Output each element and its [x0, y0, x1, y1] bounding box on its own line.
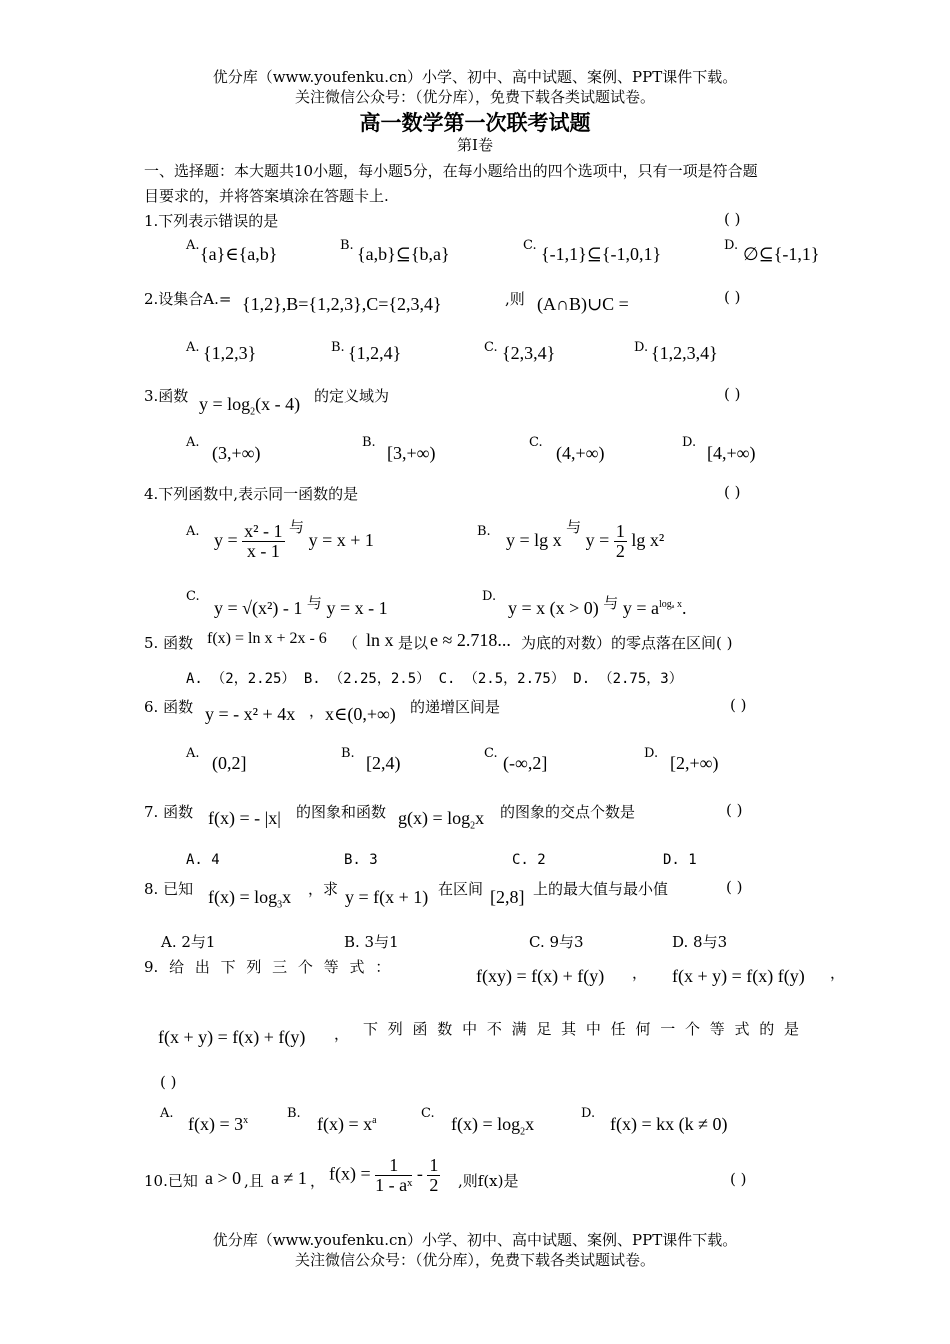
q9-comma-3: ， — [334, 1025, 350, 1043]
q6-option-b-expr: [2,4) — [366, 753, 401, 773]
q3-option-d-expr: [4,+∞) — [707, 443, 756, 463]
q5-stem: 5. 函数 — [144, 634, 194, 652]
q9-option-b-label: B. — [287, 1106, 301, 1121]
q9-comma-1: ， — [632, 964, 648, 982]
q7-expr-f: f(x) = - |x| — [208, 808, 281, 828]
q7-tail: 的图象的交点个数是 — [500, 803, 636, 821]
q8-answer-paren: ( ) — [726, 878, 743, 896]
q8-option-d: D. 8与3 — [672, 933, 728, 951]
q4-option-d-label: D. — [482, 589, 497, 604]
q6-comma: ， — [309, 702, 325, 720]
q4-option-c-expr: y = √(x²) - 1 $^与$ y = x - 1 — [214, 596, 388, 618]
q10-tail: ,则f(x)是 — [458, 1172, 519, 1190]
q5-options: A. （2，2.25） B. （2.25，2.5） C. （2.5，2.75） D. （2.75，3） — [186, 671, 683, 687]
q9-option-b-expr: $f(x) = x^a$ — [317, 1114, 377, 1134]
q8-mid: ，求 — [308, 880, 339, 898]
q3-option-c-expr: (4,+∞) — [556, 443, 605, 463]
footer-line-2: 关注微信公众号：（优分库），免费下载各类试题试卷。 — [294, 1251, 655, 1269]
q2-sets: {1,2},B={1,2,3},C={2,3,4} — [242, 294, 442, 314]
q3-stem: 3.函数 — [144, 387, 189, 405]
q2-expr: (A∩B)∪C = — [537, 294, 629, 314]
q6-answer-paren: ( ) — [730, 696, 747, 714]
q1-option-b-label: B. — [340, 238, 354, 253]
q5-expr-ln: ln x — [366, 630, 394, 650]
q8-option-b: B. 3与1 — [344, 933, 399, 951]
q8-option-c: C. 9与3 — [529, 933, 584, 951]
q8-option-a: A. 2与1 — [161, 933, 216, 951]
q2-answer-paren: ( ) — [724, 288, 741, 306]
q10-stem: 10.已知 — [144, 1172, 198, 1190]
q4-option-a-expr: y = $\frac{\text{x² - 1}}{x - 1}$ $^与$ y = x + 1 — [214, 520, 374, 562]
q6-tail: 的递增区间是 — [410, 698, 501, 716]
q5-expr-e: e ≈ 2.718... — [430, 630, 511, 650]
q2-then: ,则 — [505, 290, 525, 308]
q1-option-c-label: C. — [523, 238, 537, 253]
q7-mid: 的图象和函数 — [296, 803, 387, 821]
q5-paren-open: （ — [343, 634, 359, 652]
q4-option-a-label: A. — [186, 524, 200, 539]
q7-stem: 7. 函数 — [144, 803, 194, 821]
q1-option-a-label: A. — [186, 238, 200, 253]
q6-option-d-label: D. — [644, 746, 659, 761]
q1-option-d-label: D. — [724, 238, 739, 253]
q4-stem: 4.下列函数中,表示同一函数的是 — [144, 485, 359, 503]
q3-answer-paren: ( ) — [724, 385, 741, 403]
q9-equation-2: f(x + y) = f(x) f(y) — [672, 966, 805, 986]
q7-answer-paren: ( ) — [726, 801, 743, 819]
q2-option-a-label: A. — [186, 340, 200, 355]
q10-mid: ,且 — [244, 1172, 264, 1190]
q1-option-a-expr: {a}∈{a,b} — [200, 244, 278, 264]
q7-option-d: D. 1 — [663, 852, 697, 868]
q5-expr: f(x) = ln x + 2x - 6 — [207, 630, 327, 647]
q6-option-d-expr: [2,+∞) — [670, 753, 719, 773]
q1-option-d-expr: ∅⊆{-1,1} — [743, 244, 820, 264]
q9-tail: 下 列 函 数 中 不 满 足 其 中 任 何 一 个 等 式 的 是 — [363, 1020, 800, 1038]
q9-answer-paren: ( ) — [160, 1073, 177, 1091]
q9-option-d-expr: f(x) = kx (k ≠ 0) — [610, 1114, 728, 1134]
q3-option-c-label: C. — [529, 435, 543, 450]
q3-tail: 的定义域为 — [314, 387, 390, 405]
footer-line-1: 优分库（www.youfenku.cn）小学、初中、高中试题、案例、PPT课件下载。 — [212, 1231, 738, 1249]
q3-option-a-expr: (3,+∞) — [212, 443, 261, 463]
q6-stem: 6. 函数 — [144, 698, 194, 716]
q9-comma-2: ， — [830, 964, 846, 982]
header-line-1: 优分库（www.youfenku.cn）小学、初中、高中试题、案例、PPT课件下载。 — [212, 68, 738, 86]
q2-option-c-expr: {2,3,4} — [502, 343, 556, 363]
header-line-2: 关注微信公众号：（优分库），免费下载各类试题试卷。 — [294, 88, 655, 106]
q5-mid: 是以 — [398, 634, 429, 652]
q6-expr: y = - x² + 4x — [205, 704, 296, 724]
page-title: 高一数学第一次联考试题 — [359, 110, 591, 135]
q2-stem: 2.设集合A.= — [144, 290, 232, 308]
q8-interval: [2,8] — [490, 887, 525, 907]
q10-expr-a-positive: a > 0 — [205, 1168, 242, 1188]
q3-option-d-label: D. — [682, 435, 697, 450]
q6-domain: x∈(0,+∞) — [325, 704, 396, 724]
q6-option-a-expr: (0,2] — [212, 753, 247, 773]
q8-stem: 8. 已知 — [144, 880, 194, 898]
q10-expr-f: f(x) = $\frac{1}{\text{1 - aˣ}}$ - $\frac{1}{2}$ — [329, 1155, 439, 1195]
q4-option-b-expr: y = lg x $^与$ y = $\frac{1}{2}$ lg x² — [506, 520, 665, 562]
q7-option-c: C. 2 — [512, 852, 546, 868]
q5-tail: 为底的对数）的零点落在区间( ) — [521, 634, 733, 652]
q4-option-d-expr: y = x (x > 0) $^与$ $y = a^{log_a x}$. — [508, 596, 687, 618]
q1-option-c-expr: {-1,1}⊆{-1,0,1} — [541, 244, 662, 264]
q3-option-b-label: B. — [362, 435, 376, 450]
section-instructions-line-1: 一、选择题：本大题共10小题，每小题5分，在每小题给出的四个选项中，只有一项是符合题 — [144, 162, 758, 180]
q10-comma: ， — [310, 1172, 326, 1190]
q2-option-a-expr: {1,2,3} — [203, 343, 257, 363]
q4-option-c-label: C. — [186, 589, 200, 604]
section-instructions-line-2: 目要求的，并将答案填涂在答题卡上. — [144, 187, 389, 205]
q1-stem: 1.下列表示错误的是 — [144, 212, 279, 230]
q8-expr-f: $f(x) = \log_3x$ — [208, 887, 292, 911]
q7-option-a: A. 4 — [186, 852, 220, 868]
q1-answer-paren: ( ) — [724, 210, 741, 228]
q2-option-b-expr: {1,2,4} — [348, 343, 402, 363]
q8-mid2: 在区间 — [438, 880, 484, 898]
q3-expr: $y = \log_2(x - 4)$ — [199, 394, 301, 418]
page-subtitle: 第I卷 — [457, 136, 493, 154]
q4-option-b-label: B. — [477, 524, 491, 539]
q6-option-c-label: C. — [484, 746, 498, 761]
q9-option-a-label: A. — [160, 1106, 174, 1121]
q10-expr-a-not-one: a ≠ 1 — [271, 1168, 307, 1188]
q9-option-c-label: C. — [421, 1106, 435, 1121]
q2-option-d-label: D. — [634, 340, 649, 355]
q1-option-b-expr: {a,b}⊆{b,a} — [357, 244, 450, 264]
q2-option-c-label: C. — [484, 340, 498, 355]
q3-option-a-label: A. — [186, 435, 200, 450]
q9-option-c-expr: $f(x) = \log_2x$ — [451, 1114, 535, 1138]
q9-option-a-expr: $f(x) = 3^x$ — [188, 1114, 249, 1134]
q8-expr-y: y = f(x + 1) — [345, 887, 429, 907]
q7-expr-g: $g(x) = \log_2x$ — [398, 808, 485, 832]
q9-stem: 9. 给 出 下 列 三 个 等 式 ： — [144, 958, 391, 976]
q6-option-b-label: B. — [341, 746, 355, 761]
q10-answer-paren: ( ) — [730, 1170, 747, 1188]
q2-option-b-label: B. — [331, 340, 345, 355]
q9-equation-1: f(xy) = f(x) + f(y) — [476, 966, 605, 986]
q6-option-a-label: A. — [186, 746, 200, 761]
q8-tail: 上的最大值与最小值 — [533, 880, 669, 898]
q7-option-b: B. 3 — [344, 852, 378, 868]
q2-option-d-expr: {1,2,3,4} — [651, 343, 718, 363]
q3-option-b-expr: [3,+∞) — [387, 443, 436, 463]
q9-equation-3: f(x + y) = f(x) + f(y) — [158, 1027, 306, 1047]
q4-answer-paren: ( ) — [724, 483, 741, 501]
q9-option-d-label: D. — [581, 1106, 596, 1121]
q6-option-c-expr: (-∞,2] — [503, 753, 548, 773]
